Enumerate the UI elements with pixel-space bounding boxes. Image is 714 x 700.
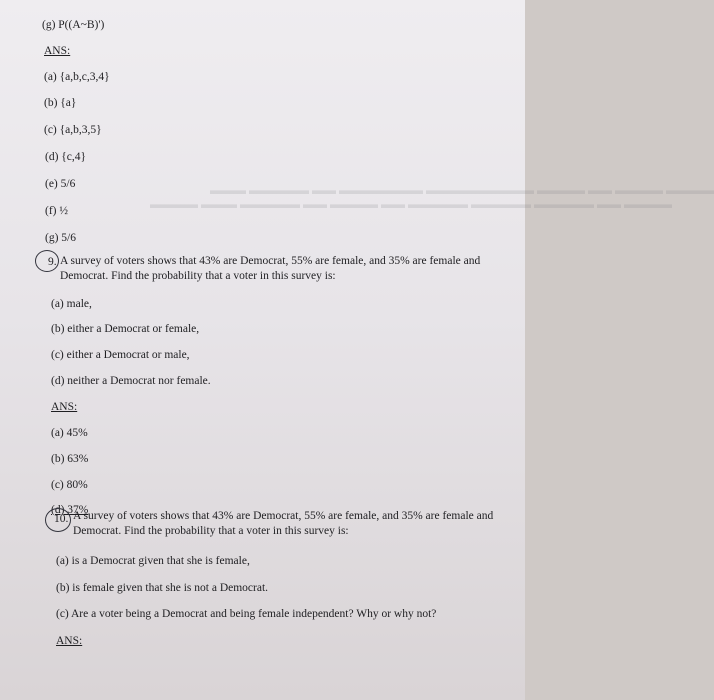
answer-item: (g) 5/6 <box>45 232 76 244</box>
answer-item: (e) 5/6 <box>45 178 76 190</box>
question-9-part: (b) either a Democrat or female, <box>51 323 200 335</box>
question-9-answer: (b) 63% <box>51 453 89 465</box>
show-through-text: ▬▬▬ ▬▬▬▬▬ ▬▬ ▬▬▬▬▬▬▬ ▬▬▬▬▬▬▬▬▬ ▬▬▬▬ ▬▬ ▬▬▬▬ ▬▬▬▬ <box>210 183 714 197</box>
answer-item: (a) {a,b,c,3,4} <box>44 71 110 83</box>
question-10-part: (a) is a Democrat given that she is female, <box>56 555 250 567</box>
question-9-text: A survey of voters shows that 43% are Democrat, 55% are female, and 35% are female and Democrat. Find the probability that a voter in this survey is: <box>60 255 481 282</box>
question-9-part: (d) neither a Democrat nor female. <box>51 375 211 387</box>
answer-item: (c) {a,b,3,5} <box>44 124 102 136</box>
question-9-answer: (a) 45% <box>51 427 88 439</box>
question-9-part: (c) either a Democrat or male, <box>51 349 190 361</box>
question-10-part: (c) Are a voter being a Democrat and being female independent? Why or why not? <box>56 608 437 620</box>
question-9-answer: (c) 80% <box>51 479 88 491</box>
question-9-part: (a) male, <box>51 298 92 310</box>
question-10-text: A survey of voters shows that 43% are Democrat, 55% are female, and 35% are female and Democrat. Find the probability that a voter in this survey is: <box>73 510 494 537</box>
question-10-part: (b) is female given that she is not a Democrat. <box>56 582 269 594</box>
question-9-ans-label: ANS: <box>51 401 78 413</box>
ans-label: ANS: <box>44 45 71 57</box>
question-9-answer: (d) 37% <box>51 504 89 516</box>
answer-item: (f) ½ <box>45 205 68 217</box>
answer-item: (b) {a} <box>44 97 77 109</box>
question-g: (g) P((A~B)') <box>42 19 105 31</box>
answer-item: (d) {c,4} <box>45 151 87 163</box>
show-through-text: ▬▬▬▬ ▬▬▬ ▬▬▬▬▬ ▬▬ ▬▬▬▬ ▬▬ ▬▬▬▬▬ ▬▬▬▬▬ ▬▬▬▬▬ ▬▬ ▬▬▬▬ <box>150 197 672 211</box>
question-10-number: 10. <box>54 513 69 525</box>
question-10-ans-label: ANS: <box>56 635 83 647</box>
question-9-number: 9. <box>48 256 57 268</box>
